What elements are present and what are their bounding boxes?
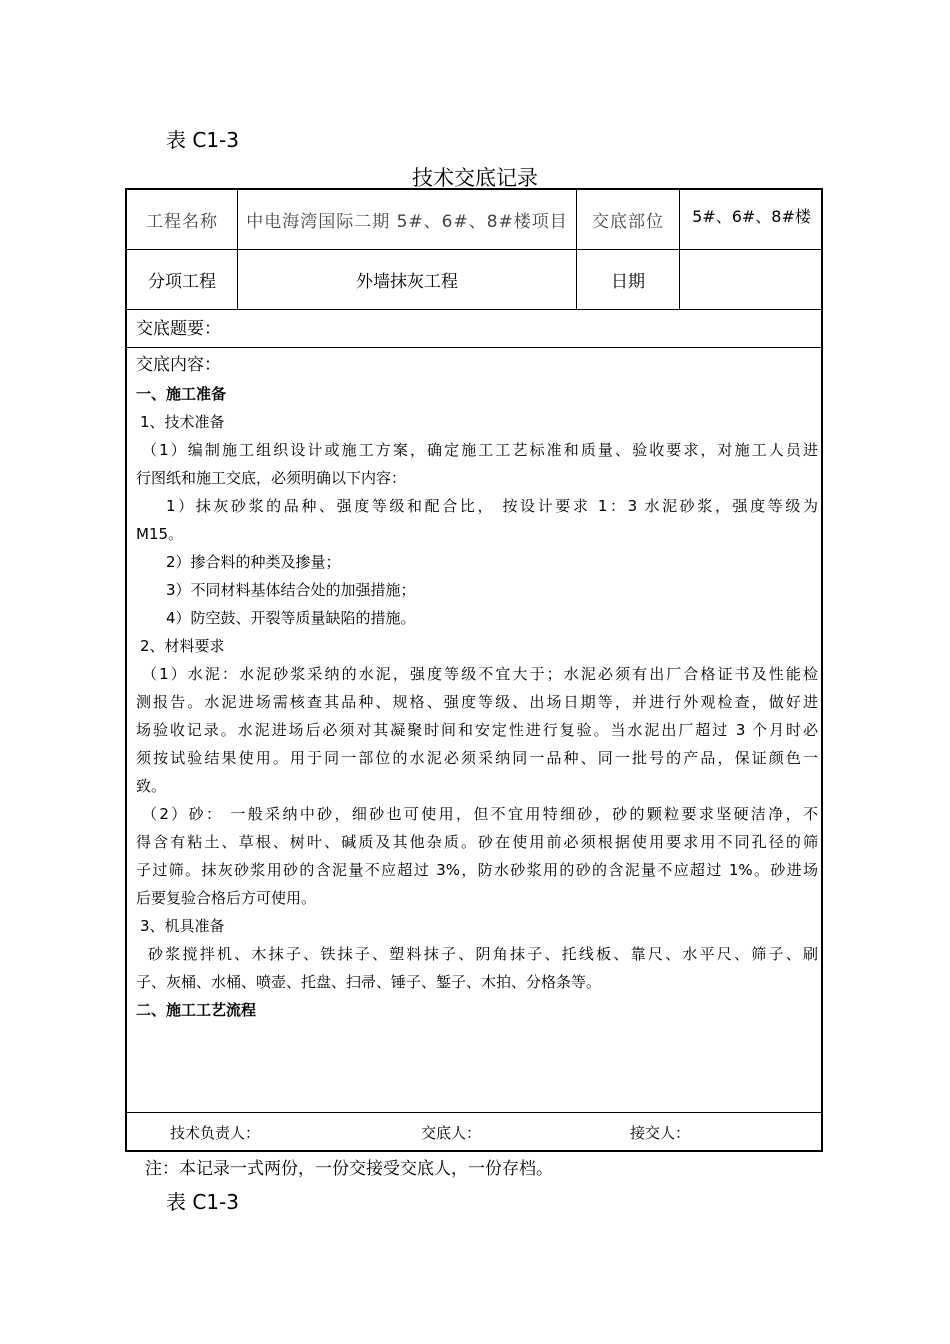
row-divider xyxy=(127,347,821,348)
content-label: 交底内容： xyxy=(136,355,221,375)
paragraph-line: （1）编制施工组织设计或施工方案，确定施工工艺标准和质量、验收要求，对施工人员进 xyxy=(142,441,818,459)
row-divider xyxy=(127,1112,821,1113)
paragraph-line: 砂浆搅拌机、木抹子、铁抹子、塑料抹子、阴角抹子、托线板、靠尺、水平尺、筛子、刷 xyxy=(148,945,818,963)
summary-label: 交底题要： xyxy=(136,319,221,339)
paragraph-line: 行图纸和施工交底，必须明确以下内容： xyxy=(136,469,407,487)
subproject-value: 外墙抹灰工程 xyxy=(356,272,458,292)
subproject-label: 分项工程 xyxy=(148,272,216,292)
page-title: 技术交底记录 xyxy=(412,166,538,190)
paragraph-line: 子、灰桶、水桶、喷壶、托盘、扫帚、锤子、錾子、木拍、分格条等。 xyxy=(136,973,602,991)
section-heading: 二、施工工艺流程 xyxy=(136,1001,257,1019)
date-value xyxy=(680,250,823,309)
section-heading: 一、施工准备 xyxy=(136,385,227,403)
form-code: 表 C1-3 xyxy=(166,128,239,152)
paragraph-line: 须按试验结果使用。用于同一部位的水泥必须采纳同一品种、同一批号的产品，保证颜色一 xyxy=(136,749,818,767)
subsection-heading: 1、技术准备 xyxy=(140,413,225,431)
paragraph-line: 得含有粘土、草根、树叶、碱质及其他杂质。砂在使用前必须根据使用要求用不同孔径的筛 xyxy=(136,833,818,851)
subsection-heading: 2、材料要求 xyxy=(140,637,225,655)
footnote: 注：本记录一式两份，一份交接受交底人，一份存档。 xyxy=(145,1159,553,1179)
presenter-signature: 交底人： xyxy=(421,1124,482,1142)
date-label: 日期 xyxy=(611,272,645,292)
paragraph-line: （1）水泥：水泥砂浆采纳的水泥，强度等级不宜大于；水泥必须有出厂合格证书及性能检 xyxy=(142,665,818,683)
project-name-label: 工程名称 xyxy=(146,212,218,232)
disclosure-form xyxy=(125,188,823,1152)
paragraph-line: 后要复验合格后方可使用。 xyxy=(136,889,317,907)
paragraph-line: （2）砂： 一般采纳中砂，细砂也可使用，但不宜用特细砂，砂的颗粒要求坚硬洁净，不 xyxy=(142,805,818,823)
paragraph-line: 测报告。水泥进场需核查其品种、规格、强度等级、出场日期等，并进行外观检查，做好进 xyxy=(136,693,818,711)
list-item: 1）抹灰砂浆的品种、强度等级和配合比， 按设计要求 1：3 水泥砂浆，强度等级为 xyxy=(166,497,818,515)
project-name-value: 中电海湾国际二期 5#、6#、8#楼项目 xyxy=(246,212,568,232)
paragraph-line: 场验收记录。水泥进场后必须对其凝聚时间和安定性进行复验。当水泥出厂超过 3 个月时必 xyxy=(136,721,818,739)
paragraph-line: 致。 xyxy=(136,777,167,795)
list-item: 3）不同材料基体结合处的加强措施； xyxy=(166,581,416,599)
paragraph-line: 子过筛。抹灰砂浆用砂的含泥量不应超过 3%，防水砂浆用的砂的含泥量不应超过 1%。砂进场 xyxy=(136,861,818,879)
form-code: 表 C1-3 xyxy=(166,1190,239,1214)
receiver-signature: 接交人： xyxy=(630,1124,691,1142)
list-item: 2）掺合料的种类及掺量； xyxy=(166,553,341,571)
content-body xyxy=(136,380,818,1024)
list-item: 4）防空鼓、开裂等质量缺陷的措施。 xyxy=(166,609,416,627)
location-label: 交底部位 xyxy=(592,212,664,232)
tech-lead-signature: 技术负责人： xyxy=(170,1124,261,1142)
subsection-heading: 3、机具准备 xyxy=(140,917,225,935)
row-divider xyxy=(127,309,821,310)
list-item: M15。 xyxy=(136,525,184,543)
location-value: 5#、6#、8#楼 xyxy=(692,207,811,226)
